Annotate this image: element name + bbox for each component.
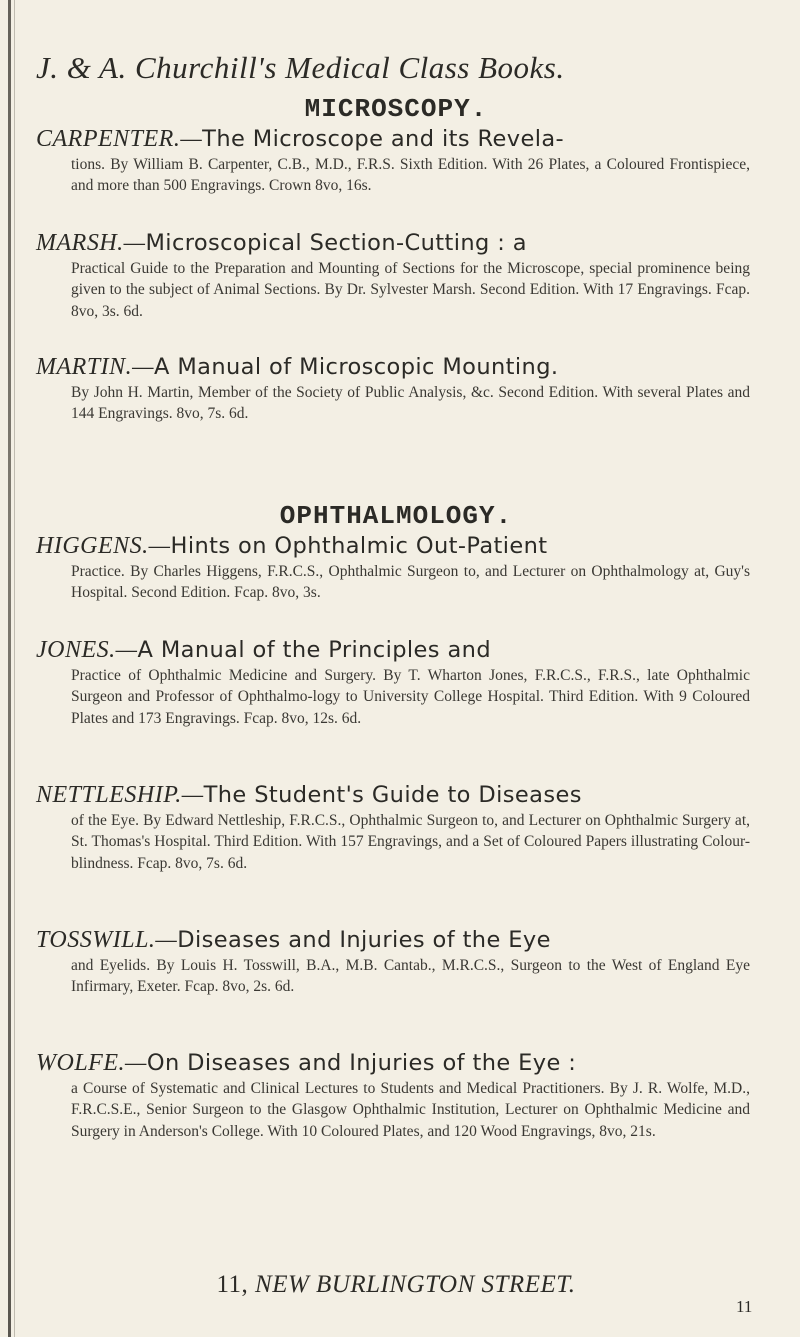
entry-headline bbox=[36, 635, 750, 665]
entry-headline bbox=[36, 124, 750, 154]
entry-title: Microscopical Section-Cutting : a bbox=[145, 230, 527, 256]
book-page bbox=[36, 0, 756, 1337]
entry-headline bbox=[36, 780, 750, 810]
address-street: NEW BURLINGTON STREET. bbox=[255, 1271, 576, 1298]
entry-author: WOLFE.— bbox=[36, 1050, 147, 1076]
entry-description: tions. By William B. Carpenter, C.B., M.D., F.R.S. Sixth Edition. With 26 Plates, a Coloured Frontispiece, and more than 500 Engravings. Crown 8vo, 16s. bbox=[71, 156, 750, 195]
book-entry-jones bbox=[36, 635, 750, 729]
entry-headline bbox=[36, 1048, 750, 1078]
book-entry-martin bbox=[36, 352, 750, 425]
address-number: 11, bbox=[216, 1271, 249, 1298]
entry-description: Practical Guide to the Preparation and Mounting of Sections for the Microscope, special prominence being given to the subject of Animal Sections. By Dr. Sylvester Marsh. Second Edition. With 17 Engravings. Fcap. 8vo, 3s. 6d. bbox=[71, 260, 750, 320]
entry-title: The Student's Guide to Diseases bbox=[203, 782, 582, 808]
entry-description: By John H. Martin, Member of the Society of Public Analysis, &c. Second Edition. With several Plates and 144 Engravings. 8vo, 7s. 6d. bbox=[71, 384, 750, 423]
section-heading-microscopy: MICROSCOPY. bbox=[304, 94, 488, 124]
entry-description: and Eyelids. By Louis H. Tosswill, B.A., M.B. Cantab., M.R.C.S., Surgeon to the West of England Eye Infirmary, Exeter. Fcap. 8vo, 2s. 6d. bbox=[71, 957, 750, 996]
entry-headline bbox=[36, 228, 750, 258]
entry-description: Practice of Ophthalmic Medicine and Surgery. By T. Wharton Jones, F.R.C.S., F.R.S., late Ophthalmic Surgeon and Professor of Ophthalmo-logy to University College Hospital. Third Edition. With 9 Coloured Plates and 173 Engravings. Fcap. 8vo, 12s. 6d. bbox=[71, 667, 750, 727]
page-number: 11 bbox=[736, 1297, 753, 1316]
book-entry-tosswill bbox=[36, 925, 750, 998]
running-head: J. & A. Churchill's Medical Class Books. bbox=[36, 50, 565, 85]
entry-title: Diseases and Injuries of the Eye bbox=[177, 927, 551, 953]
book-entry-higgens bbox=[36, 531, 750, 604]
entry-title: The Microscope and its Revela- bbox=[202, 126, 565, 152]
publisher-address bbox=[36, 1271, 756, 1299]
entry-title: On Diseases and Injuries of the Eye : bbox=[146, 1050, 577, 1076]
binding-edge bbox=[8, 0, 11, 1337]
binding-edge-inner bbox=[14, 0, 15, 1337]
entry-title: A Manual of Microscopic Mounting. bbox=[154, 354, 559, 380]
entry-author: MARSH.— bbox=[36, 230, 146, 256]
book-entry-wolfe bbox=[36, 1048, 750, 1142]
entry-author: HIGGENS.— bbox=[36, 533, 171, 559]
entry-author: TOSSWILL.— bbox=[36, 927, 178, 953]
entry-author: NETTLESHIP.— bbox=[36, 782, 204, 808]
entry-headline bbox=[36, 352, 750, 382]
book-entry-marsh bbox=[36, 228, 750, 322]
entry-author: MARTIN.— bbox=[36, 354, 154, 380]
book-entry-carpenter bbox=[36, 124, 750, 197]
entry-author: CARPENTER.— bbox=[36, 126, 203, 152]
entry-author: JONES.— bbox=[36, 637, 138, 663]
entry-headline bbox=[36, 925, 750, 955]
section-heading-ophthalmology: OPHTHALMOLOGY. bbox=[279, 501, 513, 531]
entry-description: a Course of Systematic and Clinical Lectures to Students and Medical Practitioners. By J. R. Wolfe, M.D., F.R.C.S.E., Senior Surgeon to the Glasgow Ophthalmic Institution, Lecturer on Ophthalmic Medicine and Surgery in Anderson's College. With 10 Coloured Plates, and 120 Wood Engravings, 8vo, 21s. bbox=[71, 1080, 750, 1140]
entry-headline bbox=[36, 531, 750, 561]
entry-description: Practice. By Charles Higgens, F.R.C.S., Ophthalmic Surgeon to, and Lecturer on Ophthalmology at, Guy's Hospital. Second Edition. Fcap. 8vo, 3s. bbox=[71, 563, 750, 602]
entry-title: A Manual of the Principles and bbox=[137, 637, 492, 663]
entry-description: of the Eye. By Edward Nettleship, F.R.C.S., Ophthalmic Surgeon to, and Lecturer on Ophthalmic Surgery at, St. Thomas's Hospital. Third Edition. With 157 Engravings, and a Set of Coloured Papers illustrating Colour-blindness. Fcap. 8vo, 7s. 6d. bbox=[71, 812, 750, 872]
entry-title: Hints on Ophthalmic Out-Patient bbox=[170, 533, 548, 559]
book-entry-nettleship bbox=[36, 780, 750, 874]
